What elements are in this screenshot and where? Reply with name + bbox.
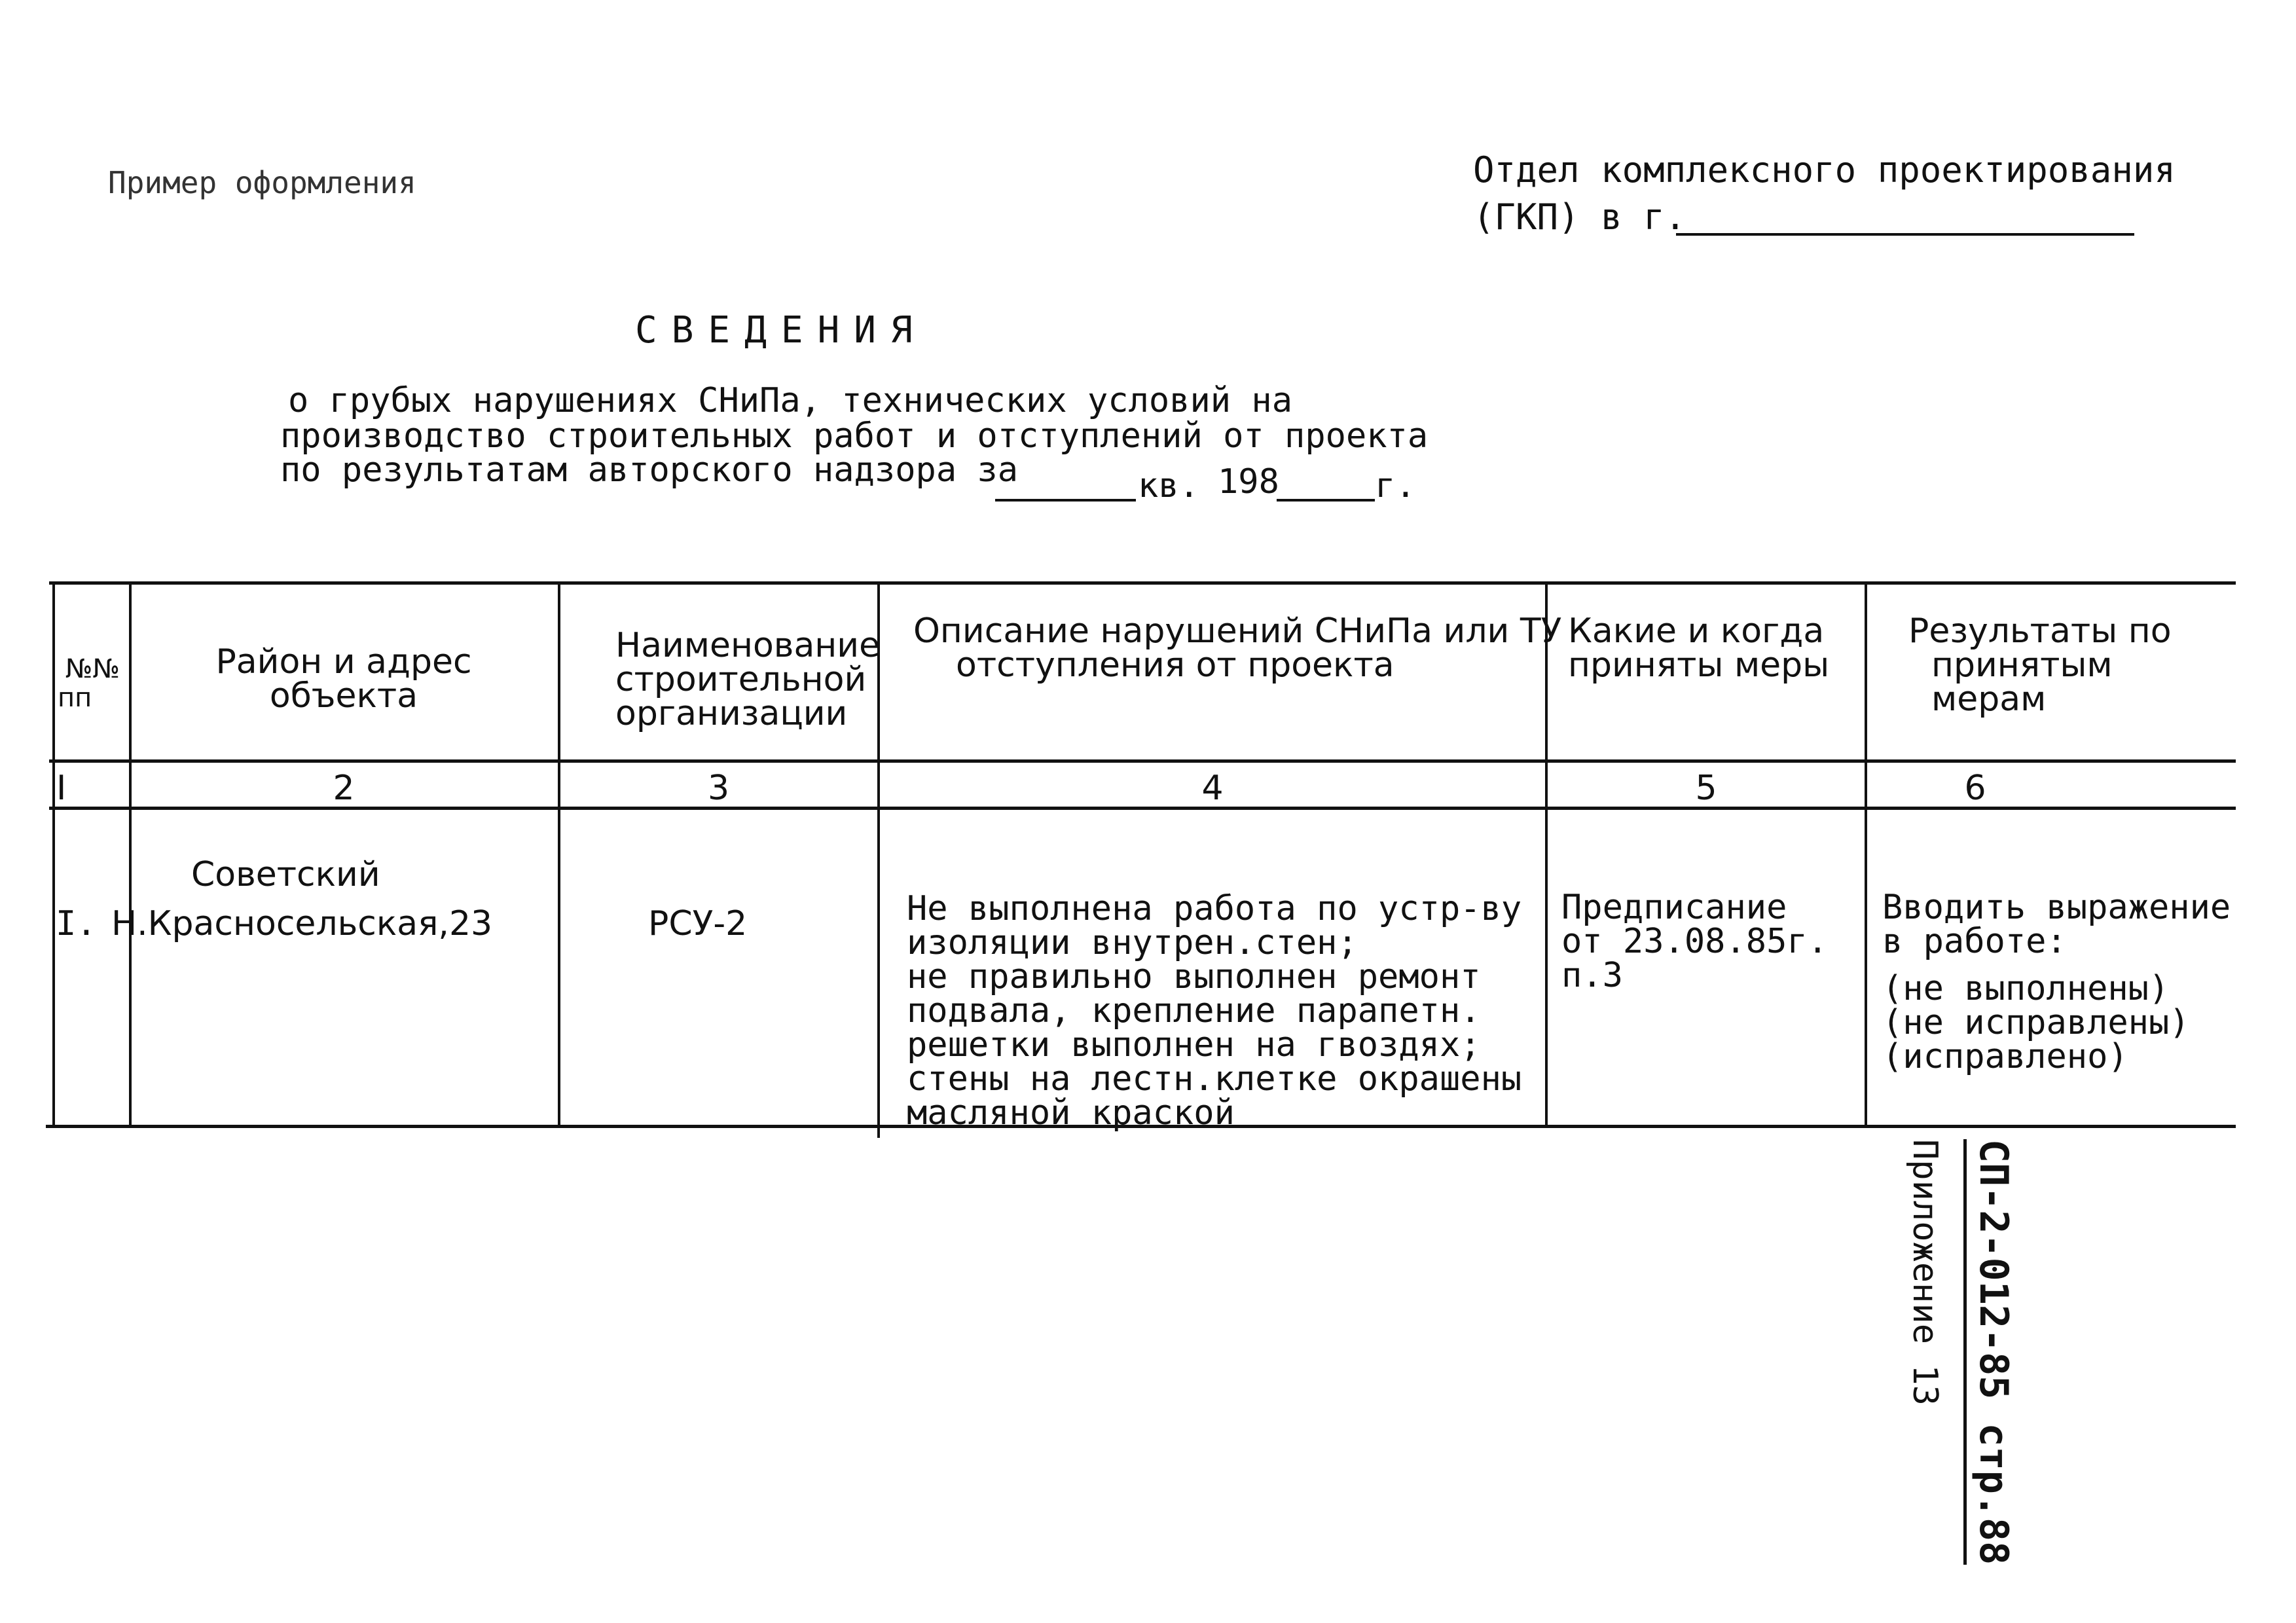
column-divider-2	[558, 581, 560, 1127]
description-line: масляной краской	[907, 1093, 1235, 1133]
header-col-number	[58, 655, 126, 712]
description-line: изоляции внутрен.стен;	[907, 923, 1358, 962]
numbers-bottom-border	[49, 807, 2236, 810]
column-number-6: 6	[1964, 769, 1986, 808]
year-blank-line	[1277, 499, 1375, 501]
row-district: Советский	[191, 855, 380, 894]
measures-line: Предписание	[1561, 888, 1787, 927]
header-col-organization-line1: Наименование	[615, 626, 881, 665]
column-divider-1	[129, 581, 132, 1127]
row-organization: РСУ-2	[648, 904, 748, 943]
header-col-description	[913, 611, 1562, 685]
row-number: I.	[56, 904, 97, 943]
description-line: подвала, крепление парапетн.	[907, 991, 1481, 1030]
description-line: Не выполнена работа по устр-ву	[907, 889, 1522, 928]
column-number-3: 3	[707, 769, 730, 808]
measures-line: п.3	[1561, 956, 1623, 995]
column-number-4: 4	[1201, 769, 1224, 808]
example-label: Пример оформления	[108, 165, 416, 200]
header-col-organization-line3: организации	[615, 694, 848, 733]
document-title: СВЕДЕНИЯ	[635, 309, 927, 352]
row-results	[1882, 890, 2231, 1074]
header-col-description-line2: отступления от проекта	[956, 646, 1394, 685]
document-stamp	[1859, 1139, 2016, 1565]
header-col-number-line1: №№	[65, 654, 120, 684]
header-col-address-line1: Район и адрес	[215, 642, 472, 682]
results-line: в работе:	[1882, 922, 2067, 961]
table-top-border	[49, 581, 2236, 585]
quarter-blank-line	[995, 499, 1136, 501]
city-blank-line	[1676, 233, 2134, 236]
table-left-border	[52, 581, 55, 1127]
results-line: (не выполнены)	[1882, 969, 2170, 1008]
column-number-5: 5	[1695, 769, 1717, 808]
header-col-results	[1908, 611, 2172, 719]
header-col-results-line2: принятым	[1931, 646, 2113, 685]
results-line: Вводить выражение	[1882, 888, 2231, 927]
quarter-label: кв.	[1138, 466, 1199, 505]
department-city-label: (ГКП) в г.	[1473, 196, 1686, 238]
header-col-results-line3: мерам	[1931, 680, 2047, 719]
year-prefix: 198	[1218, 462, 1279, 501]
header-col-measures	[1568, 611, 1830, 685]
measures-line: от 23.08.85г.	[1561, 922, 1828, 961]
header-col-description-line1: Описание нарушений СНиПа или ТУ	[913, 611, 1562, 651]
subtitle-line-3: по результатам авторского надзора за	[280, 450, 1019, 490]
document-code: СП-2-012-85 стр.88	[1963, 1139, 2016, 1565]
header-col-number-line2: пп	[58, 683, 92, 713]
results-line: (исправлено)	[1882, 1037, 2128, 1076]
row-measures	[1561, 890, 1828, 993]
header-col-address	[134, 642, 553, 716]
year-suffix: г.	[1375, 466, 1416, 505]
description-line: не правильно выполнен ремонт	[907, 957, 1481, 996]
header-col-organization	[615, 626, 881, 733]
header-col-results-line1: Результаты по	[1908, 611, 2172, 651]
subtitle-line-1: о грубых нарушениях СНиПа, технических условий на	[288, 381, 1293, 420]
column-number-2: 2	[333, 769, 355, 808]
department-name: Отдел комплексного проектирования	[1473, 149, 2176, 191]
header-bottom-border	[49, 759, 2236, 763]
row-address: Н.Красносельская,23	[111, 904, 493, 943]
row-description	[907, 889, 1522, 1133]
header-col-organization-line2: строительной	[615, 660, 867, 699]
description-line: стены на лестн.клетке окрашены	[907, 1059, 1522, 1099]
header-col-measures-line1: Какие и когда	[1568, 611, 1825, 651]
column-divider-5	[1865, 581, 1867, 1127]
appendix-label: Приложение 13	[1905, 1139, 1944, 1406]
description-line: решетки выполнен на гвоздях;	[907, 1025, 1481, 1065]
subtitle-line-2: производство строительных работ и отступлений от проекта	[280, 416, 1429, 456]
column-number-1: I	[56, 769, 67, 808]
header-col-address-line2: объекта	[269, 676, 418, 716]
header-col-measures-line2: приняты меры	[1568, 646, 1830, 685]
results-line: (не исправлены)	[1882, 1003, 2190, 1042]
